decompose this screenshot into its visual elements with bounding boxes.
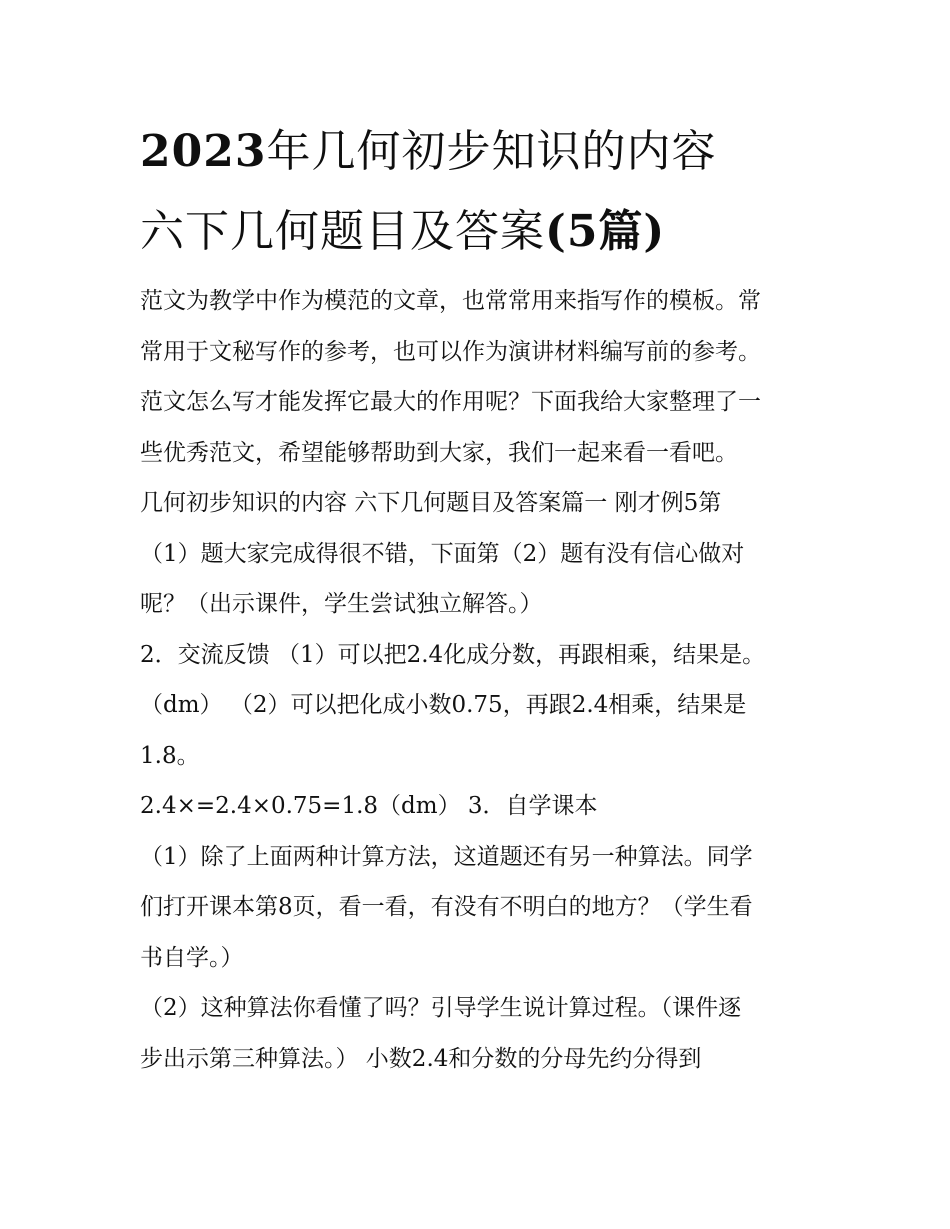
title-line-1-text: 年几何初步知识的内容 — [266, 126, 717, 177]
body-line: （dm） （2）可以把化成小数0.75，再跟2.4相乘，结果是 — [140, 692, 747, 718]
body-line: 常用于文秘写作的参考，也可以作为演讲材料编写前的参考。 — [140, 338, 761, 365]
body-line: 呢？（出示课件，学生尝试独立解答。） — [140, 591, 543, 617]
body-line: 几何初步知识的内容 六下几何题目及答案篇一 刚才例5第 — [140, 490, 722, 516]
document-title — [140, 112, 840, 272]
document-body — [140, 276, 830, 1084]
body-line: 范文为教学中作为模范的文章，也常常用来指写作的模板。常 — [140, 288, 761, 314]
title-line-2-text: 六下几何题目及答案 — [140, 206, 545, 257]
title-year: 2023 — [140, 126, 267, 177]
title-count: (5篇) — [545, 206, 666, 257]
body-line: 范文怎么写才能发挥它最大的作用呢？下面我给大家整理了一 — [140, 389, 761, 415]
body-line: 书自学。） — [140, 944, 244, 971]
body-line: 步出示第三种算法。） 小数2.4和分数的分母先约分得到 — [140, 1045, 702, 1072]
body-line: 2.4×=2.4×0.75=1.8（dm） 3．自学课本 — [140, 793, 598, 819]
body-line: （2）这种算法你看懂了吗？引导学生说计算过程。（课件逐 — [140, 995, 742, 1021]
body-line: （1）除了上面两种计算方法，这道题还有另一种算法。同学 — [140, 843, 753, 870]
title-line-1 — [140, 112, 840, 192]
body-line: 些优秀范文，希望能够帮助到大家，我们一起来看一看吧。 — [140, 439, 738, 466]
title-line-2 — [140, 192, 840, 272]
body-line: 2．交流反馈 （1）可以把2.4化成分数，再跟相乘，结果是。 — [140, 641, 766, 668]
body-line: 1.8。 — [140, 742, 200, 769]
body-line: 们打开课本第8页，看一看，有没有不明白的地方？（学生看 — [140, 894, 753, 920]
body-line: （1）题大家完成得很不错，下面第（2）题有没有信心做对 — [140, 540, 745, 567]
